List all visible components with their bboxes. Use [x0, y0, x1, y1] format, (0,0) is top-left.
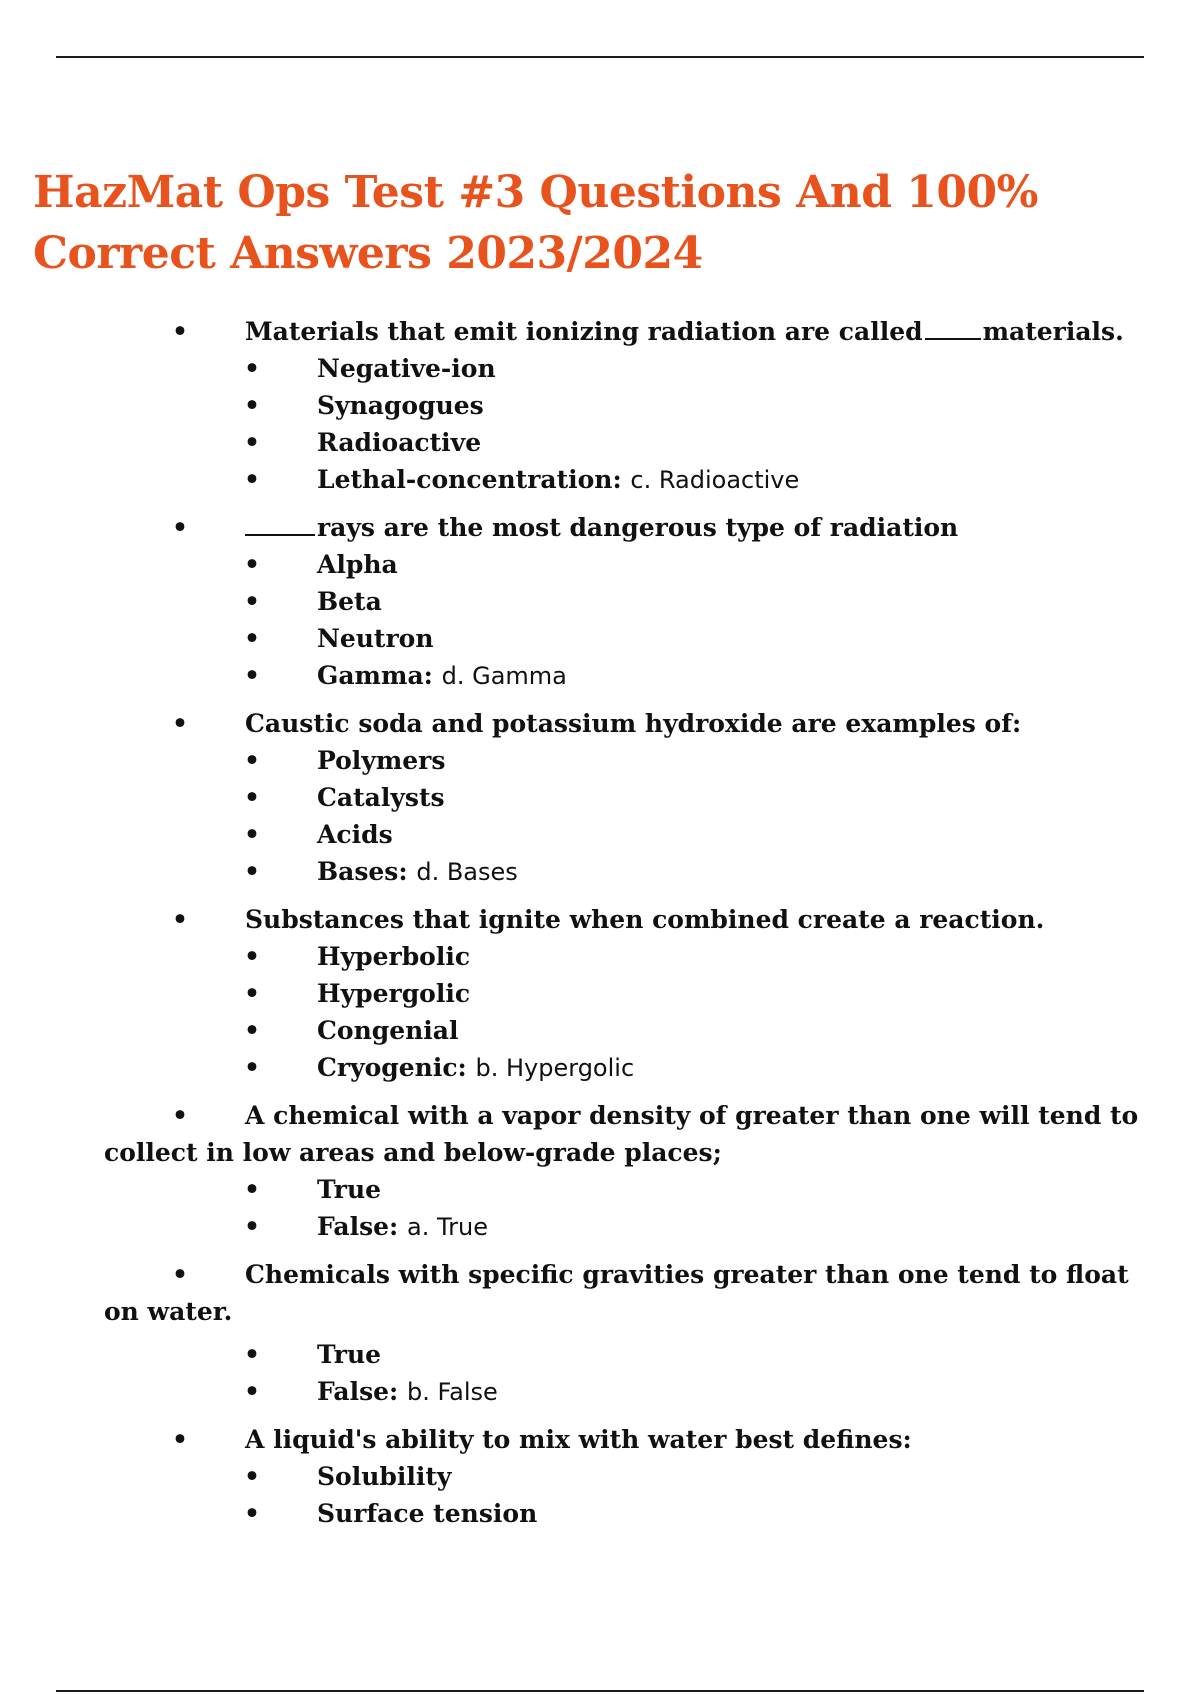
bullet: • — [172, 1425, 188, 1454]
bullet: • — [172, 317, 188, 346]
bullet: • — [244, 661, 260, 690]
answer-option: • Beta — [0, 583, 1200, 620]
question-1 — [0, 313, 1200, 499]
correct-answer: d. Bases — [416, 858, 518, 886]
bullet: • — [172, 709, 188, 738]
answer-option: • Alpha — [0, 546, 1200, 583]
bullet: • — [244, 1175, 260, 1204]
bullet: • — [244, 942, 260, 971]
correct-answer: b. False — [407, 1378, 498, 1406]
answer-option: • Neutron — [0, 620, 1200, 657]
fill-in-blank — [925, 318, 981, 340]
bullet: • — [244, 550, 260, 579]
bullet: • — [244, 783, 260, 812]
bullet: • — [172, 905, 188, 934]
bottom-rule — [56, 1690, 1144, 1692]
answer-option: • Radioactive — [0, 424, 1200, 461]
bullet: • — [244, 820, 260, 849]
question-5 — [0, 1097, 1200, 1246]
document-title: HazMat Ops Test #3 Questions And 100% Correct Answers 2023/2024 — [33, 167, 1038, 279]
bullet: • — [244, 354, 260, 383]
question-3 — [0, 705, 1200, 891]
correct-answer: b. Hypergolic — [475, 1054, 635, 1082]
question-text: • A chemical with a vapor density of greater than one will tend to collect in low areas and below-grade places; — [0, 1097, 1200, 1171]
answer-option: • Hyperbolic — [0, 938, 1200, 975]
answer-option: • Bases: d. Bases — [0, 853, 1200, 891]
bullet: • — [244, 391, 260, 420]
fill-in-blank — [245, 514, 315, 536]
question-text: • rays are the most dangerous type of radiation — [0, 509, 1200, 546]
question-6 — [0, 1256, 1200, 1411]
bullet: • — [244, 1377, 260, 1406]
question-7 — [0, 1421, 1200, 1532]
answer-option: • True — [0, 1336, 1200, 1373]
answer-option: • Synagogues — [0, 387, 1200, 424]
question-2 — [0, 509, 1200, 695]
bullet: • — [244, 624, 260, 653]
answer-option: • Acids — [0, 816, 1200, 853]
correct-answer: c. Radioactive — [630, 466, 800, 494]
question-4 — [0, 901, 1200, 1087]
answer-option: • Polymers — [0, 742, 1200, 779]
answer-option: • False: a. True — [0, 1208, 1200, 1246]
question-text: • Caustic soda and potassium hydroxide are examples of: — [0, 705, 1200, 742]
question-text: • Materials that emit ionizing radiation are called materials. — [0, 313, 1200, 350]
correct-answer: a. True — [407, 1213, 488, 1241]
bullet: • — [244, 465, 260, 494]
bullet: • — [172, 513, 188, 542]
answer-option: • Hypergolic — [0, 975, 1200, 1012]
bullet: • — [172, 1260, 188, 1289]
correct-answer: d. Gamma — [441, 662, 567, 690]
top-rule — [56, 56, 1144, 58]
bullet: • — [244, 587, 260, 616]
bullet: • — [244, 428, 260, 457]
bullet: • — [244, 746, 260, 775]
bullet: • — [244, 1016, 260, 1045]
question-text: • A liquid's ability to mix with water best defines: — [0, 1421, 1200, 1458]
bullet: • — [244, 1212, 260, 1241]
bullet: • — [244, 979, 260, 1008]
answer-option: • Cryogenic: b. Hypergolic — [0, 1049, 1200, 1087]
bullet: • — [244, 857, 260, 886]
answer-option: • Surface tension — [0, 1495, 1200, 1532]
bullet: • — [244, 1340, 260, 1369]
answer-option: • False: b. False — [0, 1373, 1200, 1411]
question-list — [0, 313, 1200, 1542]
answer-option: • Congenial — [0, 1012, 1200, 1049]
answer-option: • True — [0, 1171, 1200, 1208]
question-text: • Chemicals with specific gravities greater than one tend to float on water. — [0, 1256, 1200, 1330]
bullet: • — [244, 1053, 260, 1082]
bullet: • — [244, 1462, 260, 1491]
question-text: • Substances that ignite when combined create a reaction. — [0, 901, 1200, 938]
answer-option: • Gamma: d. Gamma — [0, 657, 1200, 695]
bullet: • — [244, 1499, 260, 1528]
answer-option: • Lethal-concentration: c. Radioactive — [0, 461, 1200, 499]
answer-option: • Solubility — [0, 1458, 1200, 1495]
bullet: • — [172, 1101, 188, 1130]
answer-option: • Negative-ion — [0, 350, 1200, 387]
answer-option: • Catalysts — [0, 779, 1200, 816]
